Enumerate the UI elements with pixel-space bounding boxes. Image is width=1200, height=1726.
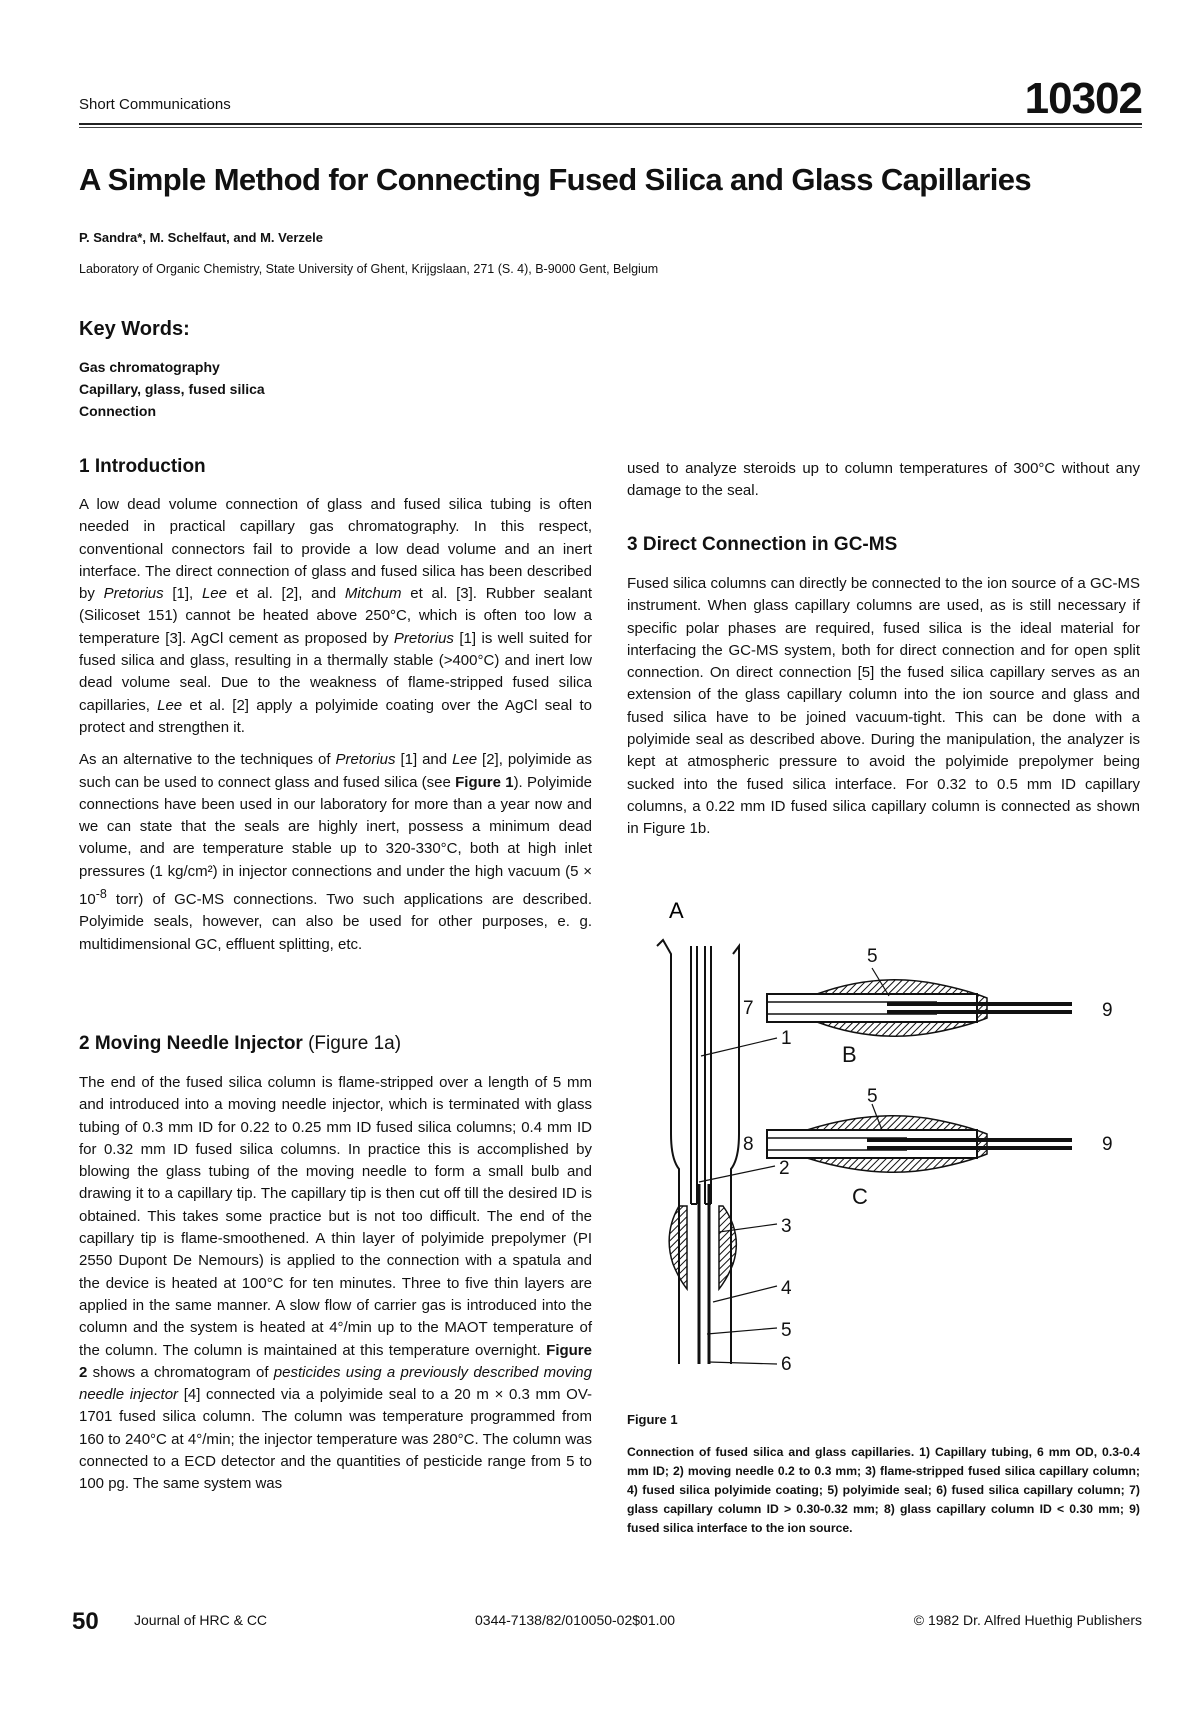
panel-c-drawing (767, 1104, 1072, 1172)
continued-text (627, 458, 1140, 513)
continued-paragraph: used to analyze steroids up to column temperatures of 300°C without any damage to the seal. (627, 460, 1140, 500)
callout-c-9: 9 (1102, 1134, 1113, 1155)
issn-code: 0344-7138/82/010050-02$01.00 (475, 1612, 676, 1628)
header-rule (79, 123, 1142, 125)
authors: P. Sandra*, M. Schelfaut, and M. Verzele (79, 230, 323, 245)
intro-paragraph-1: A low dead volume connection of glass and fused silica tubing is often needed in practical capillary gas chromatography. In this respect, conventional connectors fail to provide a low dead volume and an inert interface. The direct connection of glass and fused silica has been described by Pretorius [1], Lee et al. [2], and Mitchum et al. [3]. Rubber sealant (Silicoset 151) cannot be heated above 250°C, which is often too low a temperature [3]. AgCl cement as proposed by Pretorius [1] is well suited for fused silica and glass, resulting in a thermally stable (>400°C) and inert low dead volume seal. Due to the weakness of flame-stripped fused silica capillaries, Lee et al. [2] apply a polyimide coating over the AgCl seal to protect and strengthen it. (79, 496, 593, 736)
section-3-paragraph: Fused silica columns can directly be connected to the ion source of a GC-MS instrument. When glass capillary columns are used, as is still necessary if specific polar phases are required, fused silica is the ideal material for interfacing the GC-MS system, both for direct connection and for open split connection. On direct connection [5] the fused silica capillary serves as an extension of the glass capillary column into the ion source and glass and fused silica have to be joined vacuum-tight. This can be done with a polyimide seal as described above. During the manipulation, the analyzer is kept at atmospheric pressure to avoid the polyimide prepolymer being sucked into the fused silica interface. For 0.32 to 0.5 mm ID capillary columns, a 0.22 mm ID fused silica capillary column is connected as shown in Figure 1b. (627, 575, 1140, 838)
keyword-item: Gas chromatography (79, 359, 220, 375)
keyword-item: Capillary, glass, fused silica (79, 381, 265, 397)
intro-paragraph-2: As an alternative to the techniques of Pretorius [1] and Lee [2], polyimide as such can be used to connect glass and fused silica (see Figure 1). Polyimide connections have been used in our laboratory for more than a year now and we can state that the seals are highly inert, possess a minimum dead volume, and are temperature stable up to 320-330°C, both at high inlet pressures (1 kg/cm²) in injector connections and under the high vacuum ($5 \times 10^{-8}$ torr) of GC-MS connections. Two such applications are described. Polyimide seals, however, can also be used for other purposes, e. g. multidimensional GC, effluent splitting, etc. (79, 751, 592, 953)
figure-label: Figure 1 (627, 1412, 678, 1427)
callout-b-7: 7 (743, 998, 754, 1019)
section-1-heading: 1 Introduction (79, 456, 206, 477)
callout-b-5: 5 (867, 946, 878, 967)
keyword-item: Connection (79, 403, 156, 419)
figure-1-diagram (627, 894, 1147, 1404)
callout-1: 1 (781, 1028, 792, 1049)
panel-b-drawing (767, 968, 1072, 1036)
affiliation: Laboratory of Organic Chemistry, State University of Ghent, Krijgslaan, 271 (S. 4), B-9000 Gent, Belgium (79, 262, 659, 276)
seal-left (669, 1206, 687, 1289)
keywords-list (79, 356, 265, 422)
article-title: A Simple Method for Connecting Fused Silica and Glass Capillaries (79, 162, 1032, 197)
callout-6: 6 (781, 1354, 792, 1375)
journal-name: Journal of HRC & CC (134, 1612, 268, 1628)
section-2-paragraph: The end of the fused silica column is flame-stripped over a length of 5 mm and introduced into a moving needle injector, which is terminated with glass tubing of 0.3 mm ID for 0.22 to 0.25 mm ID fused silica columns; 0.4 mm ID for 0.32 mm ID fused silica columns. In practice this is accomplished by blowing the glass tubing of the moving needle to form a small bulb and drawing it to a capillary tip. The capillary tip is then cut off till the desired ID is obtained. This takes some practice but is not too difficult. The end of the capillary tip is flame-smoothened. A thin layer of polyimide prepolymer (PI 2550 Dupont De Nemours) is applied to the connection with a spatula and the device is heated at 100°C for ten minutes. Three to five thin layers are applied in the same manner. A slow flow of carrier gas is introduced into the column and the system is heated at 4°/min up to the MAOT temperature of the column. The column is maintained at this temperature overnight. Figure 2 shows a chromatogram of pesticides using a previously described moving needle injector [4] connected via a polyimide seal to a 20 m × 0.3 mm OV-1701 fused silica column. The column was temperature programmed from 160 to 240°C at 4°/min; the injector temperature was 280°C. The column was connected to a ECD detector and the quantities of pesticide range from 5 to 100 pg. The same system was (79, 1074, 592, 1493)
section-2-text (79, 1072, 592, 1506)
copyright: © 1982 Dr. Alfred Huethig Publishers (913, 1612, 1142, 1628)
figure-caption: Connection of fused silica and glass capillaries. 1) Capillary tubing, 6 mm OD, 0.3-0.4 mm ID; 2) moving needle 0.2 to 0.3 mm; 3) flame-stripped fused silica capillary column; 4) fused silica polyimide coating; 5) polyimide seal; 6) fused silica capillary column; 7) glass capillary column ID > 0.30-0.32 mm; 8) glass capillary column ID < 0.30 mm; 9) fused silica interface to the ion source. (627, 1445, 1140, 1535)
callout-2: 2 (779, 1158, 790, 1179)
callout-c-5: 5 (867, 1086, 878, 1107)
callout-5: 5 (781, 1320, 792, 1341)
panel-b-label: B (842, 1042, 857, 1067)
callout-c-8: 8 (743, 1134, 754, 1155)
intro-text (79, 494, 592, 966)
panel-a-drawing (657, 940, 739, 1364)
section-label: Short Communications (79, 96, 231, 113)
callout-b-9: 9 (1102, 1000, 1113, 1021)
panel-a-label: A (669, 898, 684, 923)
seal-right (719, 1206, 736, 1289)
section-3-text (627, 573, 1140, 851)
section-3-heading: 3 Direct Connection in GC-MS (627, 534, 898, 555)
article-number: 10302 (1024, 74, 1142, 123)
keywords-heading: Key Words: (79, 318, 190, 340)
page-number: 50 (72, 1608, 99, 1635)
callout-4: 4 (781, 1278, 792, 1299)
callout-3: 3 (781, 1216, 792, 1237)
header-rule-thin (79, 127, 1142, 128)
panel-c-label: C (852, 1184, 868, 1209)
section-2-heading: 2 Moving Needle Injector (Figure 1a) (79, 1033, 402, 1054)
